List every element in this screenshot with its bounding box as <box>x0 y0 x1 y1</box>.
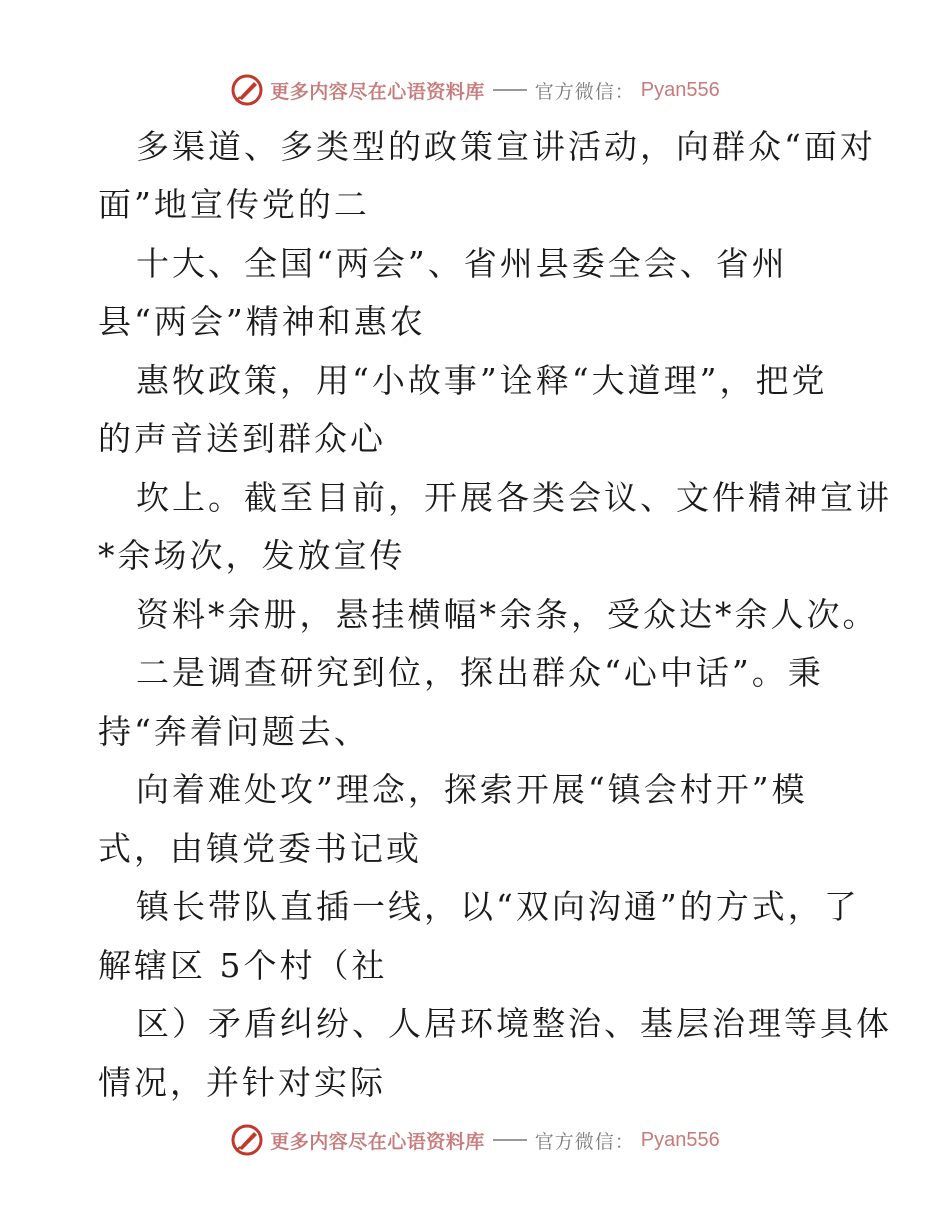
watermark-dash <box>493 89 527 91</box>
text-line: 十大、全国“两会”、省州县委全会、省州 <box>136 244 788 283</box>
watermark-wechat-id: Pyan556 <box>640 78 720 101</box>
header-watermark <box>0 70 950 110</box>
watermark-wechat-label: 官方微信： <box>534 1130 635 1153</box>
watermark-dash <box>493 1139 527 1141</box>
text-line: 式，由镇党委书记或 <box>98 829 422 868</box>
text-line: 向着难处攻”理念，探索开展“镇会村开”模 <box>136 770 808 809</box>
text-line: 镇长带队直插一线，以“双向沟通”的方式，了 <box>136 887 860 926</box>
text-line: 情况，并针对实际 <box>98 1063 386 1102</box>
quill-logo-icon <box>230 1123 264 1157</box>
text-line: 多渠道、多类型的政策宣讲活动，向群众“面对 <box>136 127 876 166</box>
watermark-wechat-label: 官方微信： <box>534 80 635 103</box>
text-line: 资料*余册，悬挂横幅*余条，受众达*余人次。 <box>136 595 879 634</box>
text-line: 坎上。截至目前，开展各类会议、文件精神宣讲 <box>136 478 892 517</box>
text-line: 县“两会”精神和惠农 <box>98 302 426 341</box>
text-line: 惠牧政策，用“小故事”诠释“大道理”，把党 <box>136 361 828 400</box>
text-line: 持“奔着问题去、 <box>98 712 370 751</box>
text-line: 区）矛盾纠纷、人居环境整治、基层治理等具体 <box>136 1004 892 1043</box>
footer-watermark <box>0 1120 950 1160</box>
watermark-brand-text: 更多内容尽在心语资料库 <box>270 1130 485 1153</box>
text-line: 的声音送到群众心 <box>98 419 386 458</box>
watermark-wechat-id: Pyan556 <box>640 1128 720 1151</box>
watermark-brand-text: 更多内容尽在心语资料库 <box>270 80 485 103</box>
text-line: 二是调查研究到位，探出群众“心中话”。秉 <box>136 653 824 692</box>
text-line: 面”地宣传党的二 <box>98 185 370 224</box>
quill-logo-icon <box>230 73 264 107</box>
text-line: 解辖区 5个村（社 <box>98 946 388 985</box>
text-line: *余场次，发放宣传 <box>98 536 406 575</box>
